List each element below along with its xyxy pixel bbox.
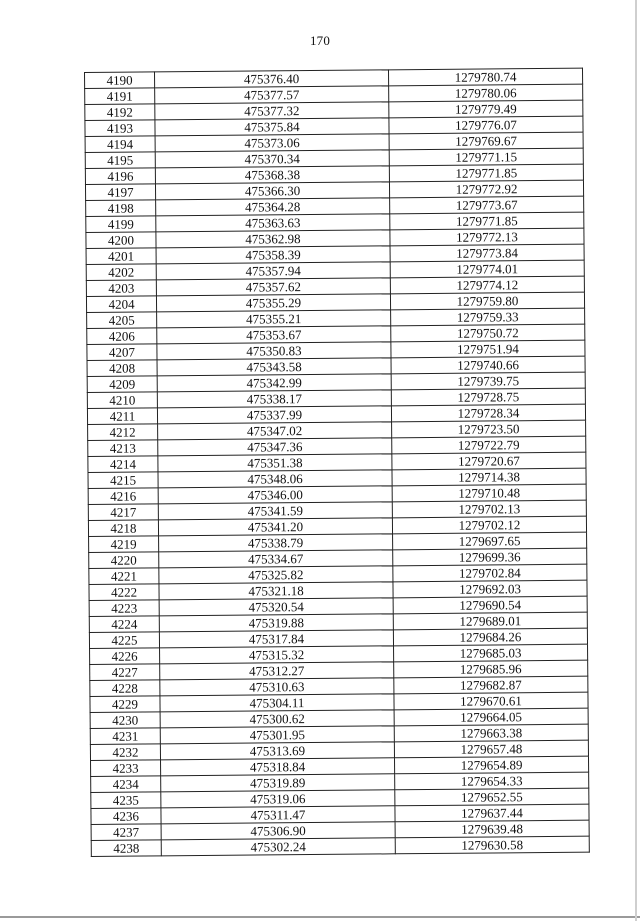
- x-coordinate-cell: 475375.84: [155, 118, 389, 136]
- point-number-cell: 4222: [89, 584, 159, 601]
- y-coordinate-cell: 1279772.13: [390, 228, 584, 246]
- x-coordinate-cell: 475357.62: [156, 278, 390, 296]
- point-number-cell: 4206: [87, 328, 157, 345]
- y-coordinate-cell: 1279772.92: [389, 180, 583, 198]
- x-coordinate-cell: 475302.24: [161, 838, 395, 856]
- x-coordinate-cell: 475366.30: [155, 182, 389, 200]
- x-coordinate-cell: 475338.79: [159, 534, 393, 552]
- y-coordinate-cell: 1279774.01: [390, 260, 584, 278]
- x-coordinate-cell: 475315.32: [160, 646, 394, 664]
- x-coordinate-cell: 475368.38: [155, 166, 389, 184]
- y-coordinate-cell: 1279702.84: [393, 564, 587, 582]
- point-number-cell: 4204: [86, 296, 156, 313]
- x-coordinate-cell: 475306.90: [161, 822, 395, 840]
- y-coordinate-cell: 1279773.67: [390, 196, 584, 214]
- x-coordinate-cell: 475377.32: [155, 102, 389, 120]
- point-number-cell: 4230: [90, 712, 160, 729]
- x-coordinate-cell: 475347.36: [158, 438, 392, 456]
- point-number-cell: 4232: [90, 744, 160, 761]
- point-number-cell: 4211: [87, 408, 157, 425]
- x-coordinate-cell: 475351.38: [158, 454, 392, 472]
- x-coordinate-cell: 475362.98: [156, 230, 390, 248]
- y-coordinate-cell: 1279689.01: [393, 612, 587, 630]
- coordinates-table: [84, 68, 590, 857]
- point-number-cell: 4197: [85, 184, 155, 201]
- x-coordinate-cell: 475341.20: [158, 518, 392, 536]
- y-coordinate-cell: 1279771.15: [389, 148, 583, 166]
- x-coordinate-cell: 475370.34: [155, 150, 389, 168]
- point-number-cell: 4236: [91, 808, 161, 825]
- point-number-cell: 4233: [91, 760, 161, 777]
- x-coordinate-cell: 475376.40: [155, 70, 389, 88]
- point-number-cell: 4196: [85, 168, 155, 185]
- point-number-cell: 4202: [86, 264, 156, 281]
- y-coordinate-cell: 1279664.05: [394, 708, 588, 726]
- point-number-cell: 4238: [91, 840, 161, 857]
- coordinates-table-body: [85, 68, 590, 856]
- y-coordinate-cell: 1279722.79: [392, 436, 586, 454]
- y-coordinate-cell: 1279740.66: [391, 356, 585, 374]
- y-coordinate-cell: 1279774.12: [390, 276, 584, 294]
- point-number-cell: 4221: [89, 568, 159, 585]
- x-coordinate-cell: 475300.62: [160, 710, 394, 728]
- point-number-cell: 4220: [89, 552, 159, 569]
- y-coordinate-cell: 1279780.74: [388, 68, 582, 86]
- y-coordinate-cell: 1279685.03: [394, 644, 588, 662]
- x-coordinate-cell: 475320.54: [159, 598, 393, 616]
- y-coordinate-cell: 1279728.75: [391, 388, 585, 406]
- point-number-cell: 4205: [87, 312, 157, 329]
- x-coordinate-cell: 475319.88: [159, 614, 393, 632]
- scan-edge-bottom: [0, 916, 640, 918]
- point-number-cell: 4194: [85, 136, 155, 153]
- x-coordinate-cell: 475325.82: [159, 566, 393, 584]
- x-coordinate-cell: 475343.58: [157, 358, 391, 376]
- point-number-cell: 4214: [88, 456, 158, 473]
- scan-edge-right: [635, 0, 637, 921]
- point-number-cell: 4234: [91, 776, 161, 793]
- y-coordinate-cell: 1279639.48: [395, 820, 589, 838]
- point-number-cell: 4228: [90, 680, 160, 697]
- x-coordinate-cell: 475313.69: [160, 742, 394, 760]
- y-coordinate-cell: 1279654.89: [394, 756, 588, 774]
- x-coordinate-cell: 475373.06: [155, 134, 389, 152]
- y-coordinate-cell: 1279780.06: [389, 84, 583, 102]
- x-coordinate-cell: 475355.29: [156, 294, 390, 312]
- y-coordinate-cell: 1279714.38: [392, 468, 586, 486]
- x-coordinate-cell: 475353.67: [157, 326, 391, 344]
- y-coordinate-cell: 1279670.61: [394, 692, 588, 710]
- x-coordinate-cell: 475319.06: [161, 790, 395, 808]
- y-coordinate-cell: 1279720.67: [392, 452, 586, 470]
- y-coordinate-cell: 1279685.96: [394, 660, 588, 678]
- y-coordinate-cell: 1279751.94: [391, 340, 585, 358]
- x-coordinate-cell: 475348.06: [158, 470, 392, 488]
- y-coordinate-cell: 1279690.54: [393, 596, 587, 614]
- x-coordinate-cell: 475341.59: [158, 502, 392, 520]
- y-coordinate-cell: 1279637.44: [395, 804, 589, 822]
- y-coordinate-cell: 1279697.65: [393, 532, 587, 550]
- point-number-cell: 4201: [86, 248, 156, 265]
- x-coordinate-cell: 475377.57: [155, 86, 389, 104]
- point-number-cell: 4192: [85, 104, 155, 121]
- point-number-cell: 4209: [87, 376, 157, 393]
- point-number-cell: 4216: [88, 488, 158, 505]
- point-number-cell: 4191: [85, 88, 155, 105]
- x-coordinate-cell: 475317.84: [159, 630, 393, 648]
- y-coordinate-cell: 1279750.72: [391, 324, 585, 342]
- point-number-cell: 4212: [88, 424, 158, 441]
- y-coordinate-cell: 1279771.85: [390, 212, 584, 230]
- y-coordinate-cell: 1279728.34: [391, 404, 585, 422]
- y-coordinate-cell: 1279759.33: [391, 308, 585, 326]
- y-coordinate-cell: 1279779.49: [389, 100, 583, 118]
- y-coordinate-cell: 1279663.38: [394, 724, 588, 742]
- point-number-cell: 4200: [86, 232, 156, 249]
- y-coordinate-cell: 1279682.87: [394, 676, 588, 694]
- point-number-cell: 4195: [85, 152, 155, 169]
- point-number-cell: 4223: [89, 600, 159, 617]
- table-row: [91, 836, 589, 856]
- y-coordinate-cell: 1279773.84: [390, 244, 584, 262]
- x-coordinate-cell: 475346.00: [158, 486, 392, 504]
- point-number-cell: 4217: [88, 504, 158, 521]
- point-number-cell: 4208: [87, 360, 157, 377]
- point-number-cell: 4237: [91, 824, 161, 841]
- point-number-cell: 4190: [85, 72, 155, 89]
- y-coordinate-cell: 1279630.58: [395, 836, 589, 854]
- x-coordinate-cell: 475350.83: [157, 342, 391, 360]
- point-number-cell: 4219: [89, 536, 159, 553]
- y-coordinate-cell: 1279739.75: [391, 372, 585, 390]
- point-number-cell: 4231: [90, 728, 160, 745]
- x-coordinate-cell: 475358.39: [156, 246, 390, 264]
- point-number-cell: 4213: [88, 440, 158, 457]
- y-coordinate-cell: 1279702.12: [392, 516, 586, 534]
- point-number-cell: 4198: [86, 200, 156, 217]
- x-coordinate-cell: 475337.99: [157, 406, 391, 424]
- x-coordinate-cell: 475357.94: [156, 262, 390, 280]
- y-coordinate-cell: 1279759.80: [390, 292, 584, 310]
- point-number-cell: 4227: [90, 664, 160, 681]
- x-coordinate-cell: 475310.63: [160, 678, 394, 696]
- point-number-cell: 4225: [89, 632, 159, 649]
- y-coordinate-cell: 1279769.67: [389, 132, 583, 150]
- y-coordinate-cell: 1279702.13: [392, 500, 586, 518]
- x-coordinate-cell: 475321.18: [159, 582, 393, 600]
- x-coordinate-cell: 475311.47: [161, 806, 395, 824]
- x-coordinate-cell: 475301.95: [160, 726, 394, 744]
- point-number-cell: 4193: [85, 120, 155, 137]
- y-coordinate-cell: 1279771.85: [389, 164, 583, 182]
- point-number-cell: 4224: [89, 616, 159, 633]
- point-number-cell: 4210: [87, 392, 157, 409]
- y-coordinate-cell: 1279710.48: [392, 484, 586, 502]
- page-number: 170: [309, 33, 331, 48]
- x-coordinate-cell: 475347.02: [158, 422, 392, 440]
- point-number-cell: 4207: [87, 344, 157, 361]
- x-coordinate-cell: 475364.28: [156, 198, 390, 216]
- y-coordinate-cell: 1279723.50: [392, 420, 586, 438]
- x-coordinate-cell: 475363.63: [156, 214, 390, 232]
- y-coordinate-cell: 1279692.03: [393, 580, 587, 598]
- point-number-cell: 4215: [88, 472, 158, 489]
- x-coordinate-cell: 475334.67: [159, 550, 393, 568]
- point-number-cell: 4218: [88, 520, 158, 537]
- x-coordinate-cell: 475355.21: [157, 310, 391, 328]
- y-coordinate-cell: 1279654.33: [395, 772, 589, 790]
- x-coordinate-cell: 475318.84: [161, 758, 395, 776]
- x-coordinate-cell: 475319.89: [161, 774, 395, 792]
- y-coordinate-cell: 1279657.48: [394, 740, 588, 758]
- x-coordinate-cell: 475312.27: [160, 662, 394, 680]
- x-coordinate-cell: 475342.99: [157, 374, 391, 392]
- point-number-cell: 4226: [90, 648, 160, 665]
- point-number-cell: 4199: [86, 216, 156, 233]
- y-coordinate-cell: 1279652.55: [395, 788, 589, 806]
- x-coordinate-cell: 475304.11: [160, 694, 394, 712]
- point-number-cell: 4235: [91, 792, 161, 809]
- y-coordinate-cell: 1279684.26: [393, 628, 587, 646]
- y-coordinate-cell: 1279699.36: [393, 548, 587, 566]
- x-coordinate-cell: 475338.17: [157, 390, 391, 408]
- point-number-cell: 4229: [90, 696, 160, 713]
- y-coordinate-cell: 1279776.07: [389, 116, 583, 134]
- point-number-cell: 4203: [86, 280, 156, 297]
